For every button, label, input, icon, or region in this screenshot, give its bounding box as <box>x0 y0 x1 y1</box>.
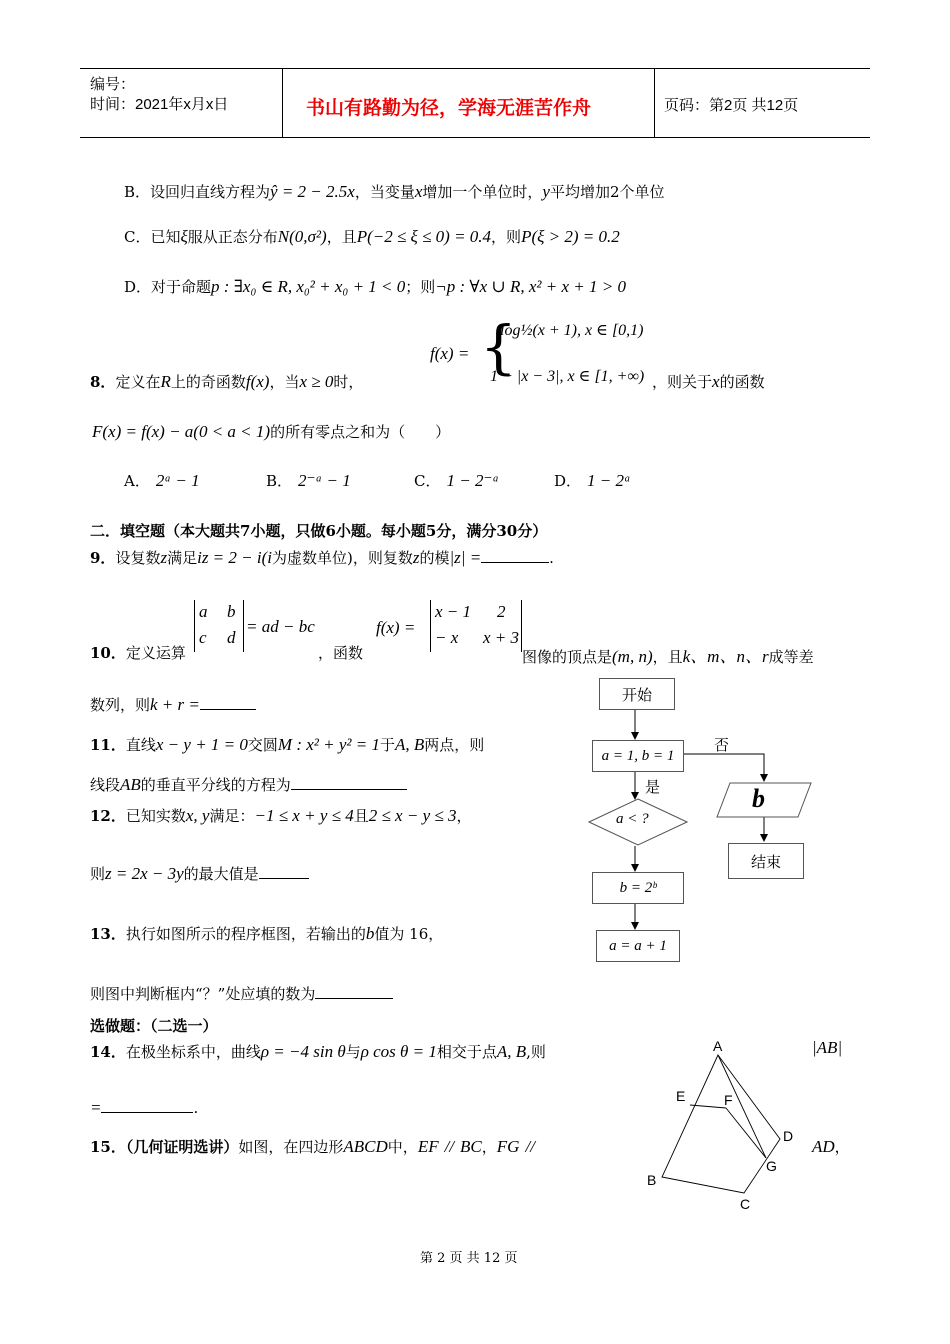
point-label-e: E <box>676 1088 686 1104</box>
question-number: 10． <box>90 644 126 662</box>
text: 如图，在四边形 <box>238 1138 344 1156</box>
option-value: 2⁻ᵃ − 1 <box>298 471 351 490</box>
text: 则图中判断框内“？”处应填的数为 <box>90 985 316 1003</box>
math-expr: x ≥ 0 <box>299 372 334 391</box>
math-expr: f(x) = <box>430 344 470 363</box>
math-expr: iz = 2 − i(i <box>197 548 272 567</box>
question-number: 15． <box>90 1138 126 1156</box>
q8-option-c <box>414 470 499 491</box>
text: ，当变量 <box>354 183 415 201</box>
q12-line1 <box>90 805 471 826</box>
q10-det-eq: = ad − bc <box>246 617 315 636</box>
flowchart-inc-a <box>596 930 680 962</box>
text: ，且 <box>652 648 683 666</box>
answer-blank[interactable] <box>315 998 393 999</box>
point-label-g: G <box>766 1158 777 1174</box>
math-expr: // <box>444 1137 455 1156</box>
q7-option-c <box>124 226 620 247</box>
text: （几何证明选讲） <box>125 1138 239 1156</box>
math-expr: ξ <box>180 227 188 246</box>
q12-line2 <box>90 863 309 884</box>
text: 图像的顶点是 <box>522 648 613 666</box>
answer-blank[interactable] <box>101 1112 193 1113</box>
math-expr: (m, n) <box>612 647 653 666</box>
text: 已知实数 <box>125 807 186 825</box>
math-expr: p : ∃x₀ ∈ R, x₀² + x₀ + 1 < 0 <box>211 277 406 296</box>
q13-line2 <box>90 983 393 1004</box>
option-value: 1 − 2ᵃ <box>587 471 631 490</box>
q10-text2: ，函数 <box>318 644 364 662</box>
q15-line1 <box>90 1136 535 1157</box>
flowchart-assign-b <box>592 872 684 904</box>
q8-line1 <box>90 371 363 392</box>
math-expr: d <box>227 628 236 647</box>
text: ，且 <box>326 228 357 246</box>
text: . <box>549 549 554 567</box>
question-number: 9． <box>90 549 116 567</box>
text: ， <box>834 1138 850 1156</box>
math-expr: // <box>525 1137 535 1156</box>
answer-blank[interactable] <box>481 562 549 563</box>
option-value: 1 − 2⁻ᵃ <box>446 471 500 490</box>
math-expr: AD <box>812 1137 835 1156</box>
math-expr: b <box>227 602 236 621</box>
geometry-figure <box>640 1035 800 1225</box>
text: 线段 <box>90 776 121 794</box>
text: 相交于点 <box>436 1043 497 1061</box>
question-number: 14． <box>90 1043 126 1061</box>
text: ， <box>481 1138 497 1156</box>
question-number: 13． <box>90 925 126 943</box>
question-number: 8． <box>90 373 116 391</box>
text: ， <box>456 807 472 825</box>
q8-line1-end <box>652 371 765 392</box>
header-time-label: 时间：2021年x月x日 <box>90 96 229 113</box>
math-expr: k + r = <box>150 695 200 714</box>
math-expr: − x <box>435 628 459 647</box>
math-expr: BC <box>460 1137 482 1156</box>
flowchart-cond-text: a < ? <box>616 811 649 827</box>
text: 在极坐标系中，曲线 <box>125 1043 261 1061</box>
option-label: C． <box>414 472 441 490</box>
math-expr: f(x) <box>245 372 270 391</box>
header-table <box>80 68 870 138</box>
text: 增加一个单位时， <box>422 183 543 201</box>
text: 两点，则 <box>424 736 485 754</box>
text: 与 <box>345 1043 361 1061</box>
math-expr: AB <box>120 775 141 794</box>
math-expr: |z| = <box>449 548 482 567</box>
text: 的模 <box>419 549 450 567</box>
text: 满足 <box>167 549 198 567</box>
q10-matrix <box>430 600 522 652</box>
point-label-d: D <box>783 1128 794 1144</box>
q8-option-b <box>266 470 351 491</box>
text: 满足： <box>209 807 255 825</box>
math-expr: 1 − |x − 3|, x ∈ [1, +∞) <box>490 368 645 385</box>
question-number: 12． <box>90 807 126 825</box>
header-divider <box>654 69 655 137</box>
flowchart-no-label: 否 <box>714 736 730 754</box>
math-expr: z <box>160 548 168 567</box>
q10-determinant <box>194 600 244 652</box>
text: 时， <box>333 373 364 391</box>
math-expr: a = 1, b = 1 <box>601 747 675 764</box>
point-label-c: C <box>740 1196 751 1212</box>
q8-option-a <box>124 470 200 491</box>
text: 的所有零点之和为（ ） <box>270 423 451 441</box>
math-expr: z <box>412 548 420 567</box>
text: ,则 <box>526 1043 546 1061</box>
text: 平均增加2个单位 <box>549 183 665 201</box>
answer-blank[interactable] <box>259 878 309 879</box>
text: 设复数 <box>115 549 161 567</box>
math-expr: = <box>90 1098 102 1117</box>
q13-line1 <box>90 923 443 944</box>
text: ，则关于 <box>652 373 713 391</box>
math-expr: EF <box>417 1137 439 1156</box>
math-expr: z = 2x − 3y <box>105 864 184 883</box>
math-expr: M : x² + y² = 1 <box>277 735 380 754</box>
text: 且 <box>353 807 369 825</box>
q9 <box>90 547 554 568</box>
text: 结束 <box>750 852 781 871</box>
math-expr: x − 1 <box>435 602 472 621</box>
brace-symbol: { <box>480 313 517 381</box>
text: 的垂直平分线的方程为 <box>140 776 291 794</box>
text: 直线 <box>125 736 156 754</box>
flowchart-end <box>728 843 804 879</box>
math-expr: b = 2ᵇ <box>619 879 657 896</box>
q7-option-b <box>124 181 665 202</box>
q10-line1-end <box>522 642 814 667</box>
math-expr: 2 ≤ x − y ≤ 3 <box>368 806 457 825</box>
text: 则 <box>90 865 106 883</box>
text: ；则 <box>405 278 436 296</box>
header-divider <box>282 69 283 137</box>
elective-title: 选做题：（二选一） <box>90 1017 218 1035</box>
q14-line1 <box>90 1041 546 1062</box>
text: 为虚数单位)，则复数 <box>271 549 413 567</box>
math-expr: ρ = −4 sin θ <box>260 1042 346 1061</box>
math-expr: ¬p : ∀x ∪ R, x² + x + 1 > 0 <box>435 277 626 296</box>
text: 交圆 <box>247 736 278 754</box>
math-expr: b <box>365 924 375 943</box>
math-expr: R <box>160 372 171 391</box>
header-motto: 书山有路勤为径，学海无涯苦作舟 <box>306 98 592 119</box>
text: 中， <box>387 1138 418 1156</box>
math-expr: A, B <box>395 735 425 754</box>
text: 开始 <box>621 685 652 704</box>
option-value: 2ᵃ − 1 <box>155 471 200 490</box>
text: 的最大值是 <box>183 865 259 883</box>
q14-line2 <box>90 1098 198 1118</box>
math-expr: y <box>542 182 550 201</box>
text: ，当 <box>269 373 300 391</box>
q11-line1 <box>90 734 484 755</box>
q7-option-d <box>124 276 626 297</box>
header-page-label: 页码：第2页 共12页 <box>664 97 799 114</box>
text: 成等差 <box>768 648 814 666</box>
math-expr: log½(x + 1), x ∈ [0,1) <box>500 322 644 339</box>
math-expr: x − y + 1 = 0 <box>155 735 248 754</box>
math-expr: x <box>414 182 423 201</box>
text: 数列，则 <box>90 696 151 714</box>
text: 定义在 <box>115 373 161 391</box>
math-expr: N(0,σ²) <box>277 227 327 246</box>
page-footer: 第 2 页 共 12 页 <box>420 1251 518 1266</box>
answer-blank[interactable] <box>291 789 407 790</box>
math-expr: 2 <box>497 602 506 621</box>
option-label: D． <box>554 472 582 490</box>
text: 定义运算 <box>125 644 186 662</box>
flowchart-start <box>599 678 675 710</box>
text: . <box>193 1099 199 1117</box>
flowchart-yes-label: 是 <box>645 778 661 796</box>
text: B．设回归直线方程为 <box>124 183 271 201</box>
math-expr: ŷ = 2 − 2.5x <box>270 182 355 201</box>
text: 的函数 <box>719 373 765 391</box>
q10-line1-start <box>90 642 186 663</box>
math-expr: a = a + 1 <box>609 937 667 954</box>
flowchart-output-text: b <box>752 784 765 813</box>
text: 值为 16， <box>374 925 444 943</box>
math-expr: F(x) = f(x) − a(0 < a < 1) <box>92 422 271 441</box>
header-number-label: 编号： <box>90 76 136 93</box>
math-expr: a <box>199 602 208 621</box>
text: 于 <box>379 736 395 754</box>
option-label: A． <box>124 472 150 490</box>
text: ，则 <box>491 228 522 246</box>
math-expr: x <box>712 372 720 391</box>
q11-line2 <box>90 774 407 795</box>
q10-f-lhs: f(x) = <box>376 618 416 637</box>
q8-option-d <box>554 470 631 491</box>
math-expr: x + 3 <box>483 628 520 647</box>
math-expr: c <box>199 628 207 647</box>
math-expr: FG <box>496 1137 520 1156</box>
q8-line2 <box>92 421 450 442</box>
math-expr: x, y <box>185 806 210 825</box>
text: 上的奇函数 <box>170 373 246 391</box>
point-label-f: F <box>724 1092 733 1108</box>
q10-line2 <box>90 694 256 715</box>
point-label-b: B <box>647 1172 657 1188</box>
text: C．已知 <box>124 228 181 246</box>
text: D．对于命题 <box>124 278 212 296</box>
math-expr: P(−2 ≤ ξ ≤ 0) = 0.4 <box>356 227 492 246</box>
math-expr: ABCD <box>343 1137 388 1156</box>
flowchart-init <box>592 740 684 772</box>
math-expr: k、m、n、r <box>682 647 769 666</box>
point-label-a: A <box>713 1038 723 1054</box>
q15-line1-end <box>812 1136 850 1157</box>
math-expr: P(ξ > 2) = 0.2 <box>521 227 620 246</box>
section-title: 二．填空题（本大题共7小题，只做6小题。每小题5分，满分30分） <box>90 522 548 540</box>
answer-blank[interactable] <box>200 709 256 710</box>
math-expr: −1 ≤ x + y ≤ 4 <box>254 806 354 825</box>
question-number: 11． <box>90 736 126 754</box>
q14-ab: |AB| <box>812 1038 843 1057</box>
math-expr: ρ cos θ = 1 <box>360 1042 437 1061</box>
text: 执行如图所示的程序框图，若输出的 <box>125 925 366 943</box>
math-expr: A, B <box>496 1042 527 1061</box>
option-label: B． <box>266 472 293 490</box>
text: 服从正态分布 <box>187 228 278 246</box>
